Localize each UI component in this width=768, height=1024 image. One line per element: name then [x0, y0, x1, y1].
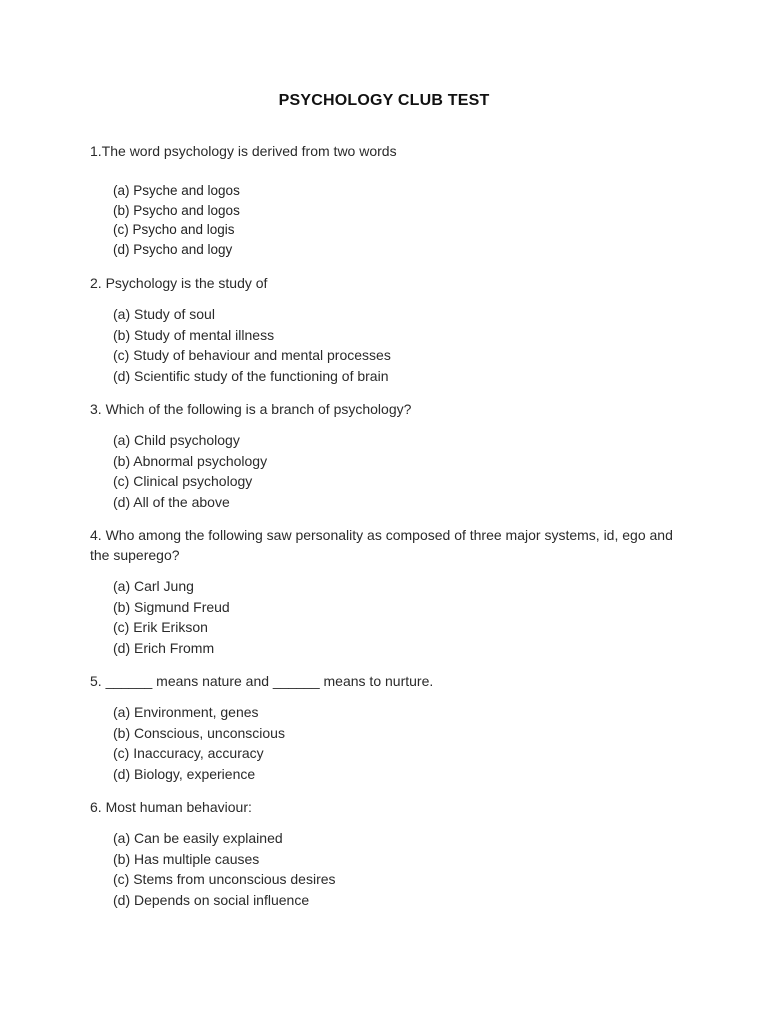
- question-3-options: [113, 430, 267, 512]
- option-5a: (a) Environment, genes: [113, 704, 259, 720]
- option-4a: (a) Carl Jung: [113, 578, 194, 594]
- question-2: 2. Psychology is the study of: [90, 275, 268, 291]
- question-1: 1.The word psychology is derived from two words: [90, 143, 397, 159]
- option-5c: (c) Inaccuracy, accuracy: [113, 745, 264, 761]
- question-2-options: [113, 304, 391, 386]
- question-5: 5. ______ means nature and ______ means to nurture.: [90, 673, 434, 689]
- option-3b: (b) Abnormal psychology: [113, 452, 268, 469]
- option-4d: (d) Erich Fromm: [113, 639, 215, 656]
- option-3d: (d) All of the above: [113, 493, 230, 510]
- option-4b: (b) Sigmund Freud: [113, 598, 230, 615]
- question-6-options: [113, 828, 336, 910]
- option-3a: (a) Child psychology: [113, 432, 240, 448]
- option-5d: (d) Biology, experience: [113, 765, 256, 782]
- option-3c: (c) Clinical psychology: [113, 473, 253, 489]
- option-6d: (d) Depends on social influence: [113, 891, 310, 908]
- question-5-options: [113, 702, 285, 784]
- question-1-options: [113, 181, 240, 260]
- option-6c: (c) Stems from unconscious desires: [113, 871, 336, 887]
- question-4-options: [113, 576, 230, 658]
- option-5b: (b) Conscious, unconscious: [113, 724, 285, 741]
- option-2c: (c) Study of behaviour and mental processes: [113, 347, 391, 363]
- option-4c: (c) Erik Erikson: [113, 619, 208, 635]
- question-3: 3. Which of the following is a branch of psychology?: [90, 401, 412, 417]
- option-1c: (c) Psycho and logis: [113, 222, 235, 238]
- option-1a: (a) Psyche and logos: [113, 183, 240, 198]
- option-1d: (d) Psycho and logy: [113, 242, 233, 258]
- option-2b: (b) Study of mental illness: [113, 326, 275, 343]
- question-6: 6. Most human behaviour:: [90, 799, 252, 815]
- option-1b: (b) Psycho and logos: [113, 202, 240, 218]
- option-6a: (a) Can be easily explained: [113, 830, 283, 846]
- option-6b: (b) Has multiple causes: [113, 850, 260, 867]
- question-4: 4. Who among the following saw personality as composed of three major systems, id, ego and the superego?: [90, 527, 673, 563]
- option-2a: (a) Study of soul: [113, 306, 215, 322]
- page-title: PSYCHOLOGY CLUB TEST: [278, 92, 490, 109]
- option-2d: (d) Scientific study of the functioning of brain: [113, 367, 389, 384]
